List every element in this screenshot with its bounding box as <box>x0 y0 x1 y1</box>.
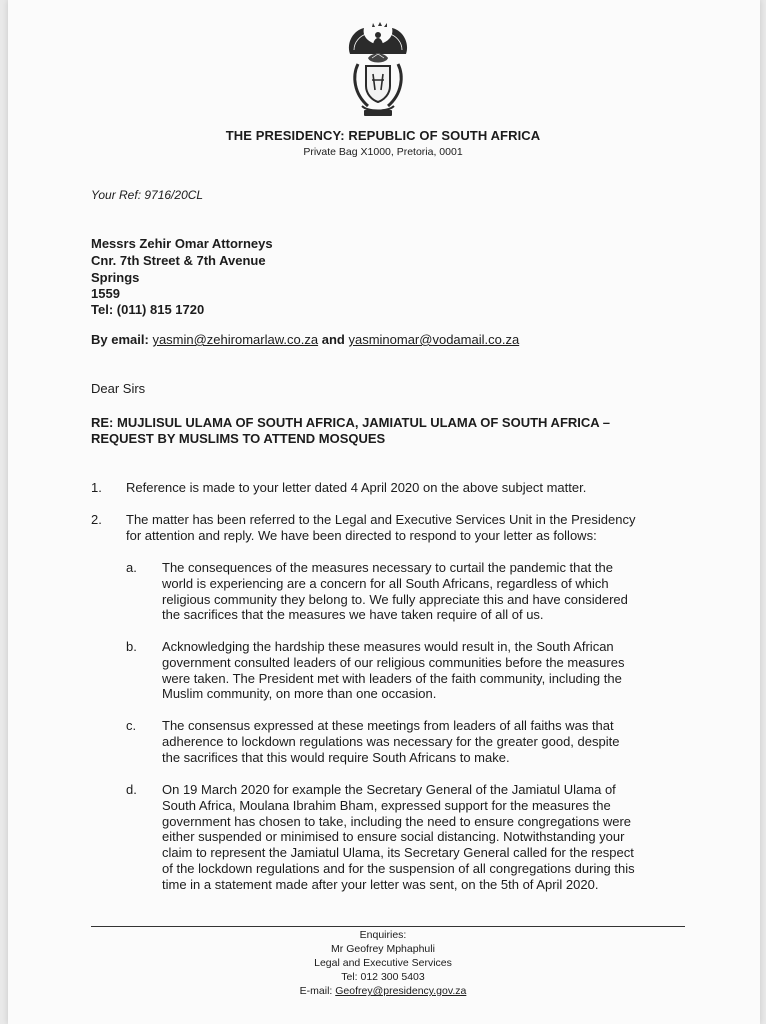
text-line: Muslim community, on more than one occasion. <box>162 686 437 702</box>
email-link-2[interactable]: yasminomar@vodamail.co.za <box>348 332 520 347</box>
subparagraph-letter: d. <box>126 782 137 797</box>
text-line: the sacrifices that this would require South Africans to make. <box>162 749 510 765</box>
email-link-1[interactable]: yasmin@zehiromarlaw.co.za <box>152 332 319 347</box>
subparagraph-text <box>162 560 686 623</box>
contact-phone: Tel: 012 300 5403 <box>341 971 425 983</box>
paragraph-number: 2. <box>91 512 102 527</box>
enquiries-heading: Enquiries: <box>359 929 407 941</box>
text-line: South Africa, Moulana Ibrahim Bham, expressed support for the measures the <box>162 797 611 813</box>
recipient-postcode: 1559 <box>91 286 120 301</box>
contact-email-line <box>0 985 766 997</box>
paragraph-number: 1. <box>91 480 102 495</box>
coat-of-arms-emblem <box>342 20 414 120</box>
text-line: The matter has been referred to the Legal and Executive Services Unit in the Presidency <box>126 512 636 527</box>
subject-line: RE: MUJLISUL ULAMA OF SOUTH AFRICA, JAMIATUL ULAMA OF SOUTH AFRICA – <box>91 415 611 430</box>
salutation: Dear Sirs <box>91 381 146 396</box>
text-line: government consulted leaders of our religious communities before the measures <box>162 654 625 670</box>
subparagraph-text <box>162 718 686 765</box>
subparagraph-letter: a. <box>126 560 137 575</box>
text-line: were taken. The President met with leaders of the faith community, including the <box>162 670 622 686</box>
text-line: The consequences of the measures necessary to curtail the pandemic that the <box>162 560 613 575</box>
text-line: time in a statement made after your letter was sent, on the 5th of April 2020. <box>162 876 599 892</box>
text-line: adherence to lockdown regulations was necessary for the greater good, despite <box>162 733 620 749</box>
text-line: religious community they belong to. We fully appreciate this and have considered <box>162 591 628 607</box>
email-line <box>91 332 519 347</box>
issuer-address: Private Bag X1000, Pretoria, 0001 <box>303 146 463 158</box>
paragraph-text <box>126 512 686 543</box>
subparagraph-text <box>162 782 686 893</box>
recipient-name: Messrs Zehir Omar Attorneys <box>91 236 273 251</box>
text-line: Reference is made to your letter dated 4 April 2020 on the above subject matter. <box>126 480 587 495</box>
email-label: By email: <box>91 332 149 347</box>
text-line: claim to represent the Jamiatul Ulama, its Secretary General called for the respect <box>162 845 634 861</box>
subparagraph-letter: c. <box>126 718 137 733</box>
recipient-phone: Tel: (011) 815 1720 <box>91 302 205 317</box>
text-line: for attention and reply. We have been directed to respond to your letter as follows: <box>126 527 597 543</box>
reference-number: Your Ref: 9716/20CL <box>91 188 204 202</box>
text-line: The consensus expressed at these meetings from leaders of all faiths was that <box>162 718 614 733</box>
subparagraph-letter: b. <box>126 639 137 654</box>
contact-unit: Legal and Executive Services <box>314 957 452 969</box>
recipient-city: Springs <box>91 270 140 285</box>
text-line: Acknowledging the hardship these measures would result in, the South African <box>162 639 614 654</box>
text-line: On 19 March 2020 for example the Secretary General of the Jamiatul Ulama of <box>162 782 616 797</box>
text-line: government has chosen to take, including the need to ensure congregations were <box>162 813 632 829</box>
paragraph-text <box>126 480 686 496</box>
issuer-title: THE PRESIDENCY: REPUBLIC OF SOUTH AFRICA <box>225 128 541 143</box>
recipient-street: Cnr. 7th Street & 7th Avenue <box>91 253 266 268</box>
contact-email-label: E-mail: <box>299 985 333 997</box>
subject-line: REQUEST BY MUSLIMS TO ATTEND MOSQUES <box>91 431 386 446</box>
subject-heading <box>91 415 691 447</box>
contact-email-link[interactable]: Geofrey@presidency.gov.za <box>335 985 467 997</box>
text-line: of the lockdown regulations and for the suspension of all congregations during this <box>162 860 635 876</box>
text-line: either suspended or minimised to ensure social distancing. Notwithstanding your <box>162 829 625 845</box>
text-line: world is experiencing are a concern for all South Africans, regardless of which <box>162 575 609 591</box>
subparagraph-text <box>162 639 686 702</box>
footer-divider <box>91 926 685 927</box>
contact-name: Mr Geofrey Mphaphuli <box>331 943 435 955</box>
text-line: the sacrifices that the measures we have taken require of all of us. <box>162 607 544 623</box>
email-connector: and <box>321 332 345 347</box>
